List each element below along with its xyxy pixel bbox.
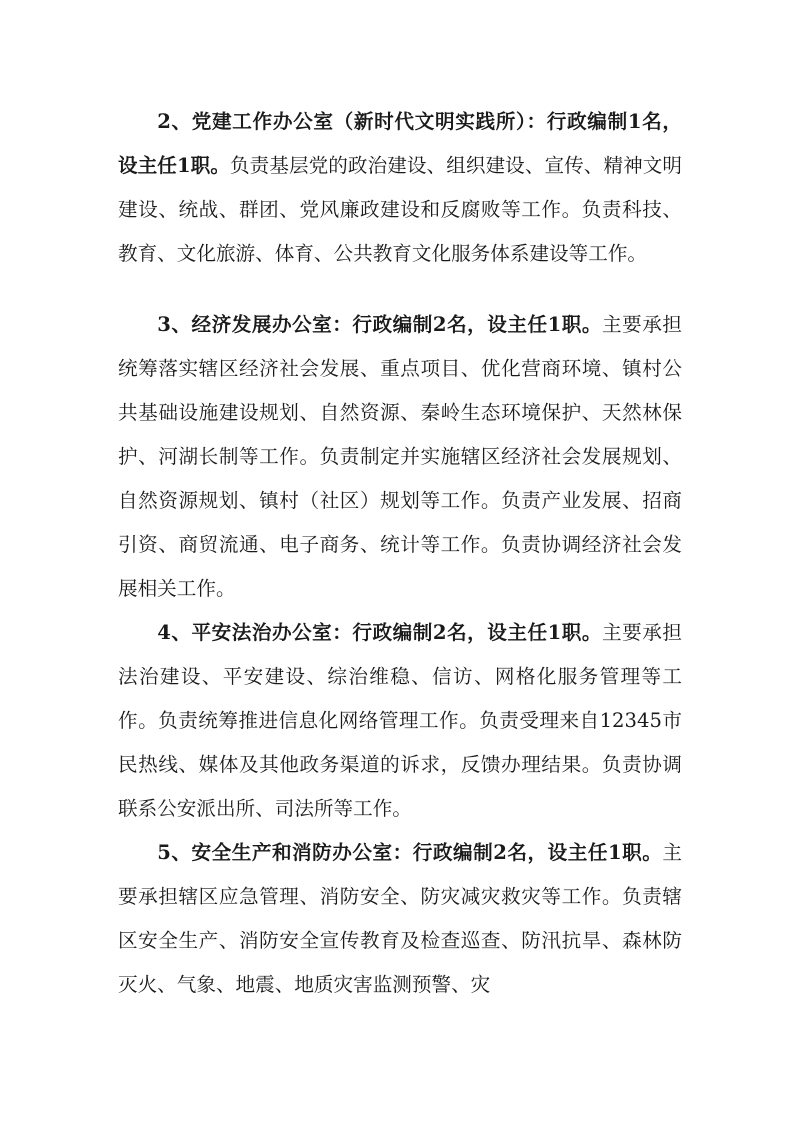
paragraph-party-building-office [118,100,682,276]
paragraph-safety-production-fire-office [118,831,682,1007]
paragraph-text: 主要承担法治建设、平安建设、综治维稳、信访、网格化服务管理等工作。负责统筹推进信息化网络管理工作。负责受理来自12345市民热线、媒体及其他政务渠道的诉求，反馈办理结果。负责协调联系公安派出所、司法所等工作。 [118,621,682,820]
paragraph-text: 主要承担辖区应急管理、消防安全、防灾减灾救灾等工作。负责辖区安全生产、消防安全宣传教育及检查巡查、防汛抗旱、森林防灭火、气象、地震、地质灾害监测预警、灾 [118,841,682,996]
paragraph-safety-rule-of-law-office [118,611,682,831]
paragraph-heading: 2、党建工作办公室（新时代文明实践所）：行政编制1名，设主任1职。 [118,110,682,177]
paragraph-economic-development-office [118,303,682,611]
paragraph-text: 负责基层党的政治建设、组织建设、宣传、精神文明建设、统战、群团、党风廉政建设和反腐败等工作。负责科技、教育、文化旅游、体育、公共教育文化服务体系建设等工作。 [118,154,683,265]
paragraph-heading: 3、经济发展办公室：行政编制2名，设主任1职。 [157,313,603,336]
document-body [118,100,682,1007]
paragraph-text: 主要承担统筹落实辖区经济社会发展、重点项目、优化营商环境、镇村公共基础设施建设规划、自然资源、秦岭生态环境保护、天然林保护、河湖长制等工作。负责制定并实施辖区经济社会发展规划、自然资源规划、镇村（社区）规划等工作。负责产业发展、招商引资、商贸流通、电子商务、统计等工作。负责协调经济社会发展相关工作。 [118,313,682,600]
paragraph-heading: 5、安全生产和消防办公室：行政编制2名，设主任1职。 [157,841,663,864]
paragraph-heading: 4、平安法治办公室：行政编制2名，设主任1职。 [157,621,603,644]
